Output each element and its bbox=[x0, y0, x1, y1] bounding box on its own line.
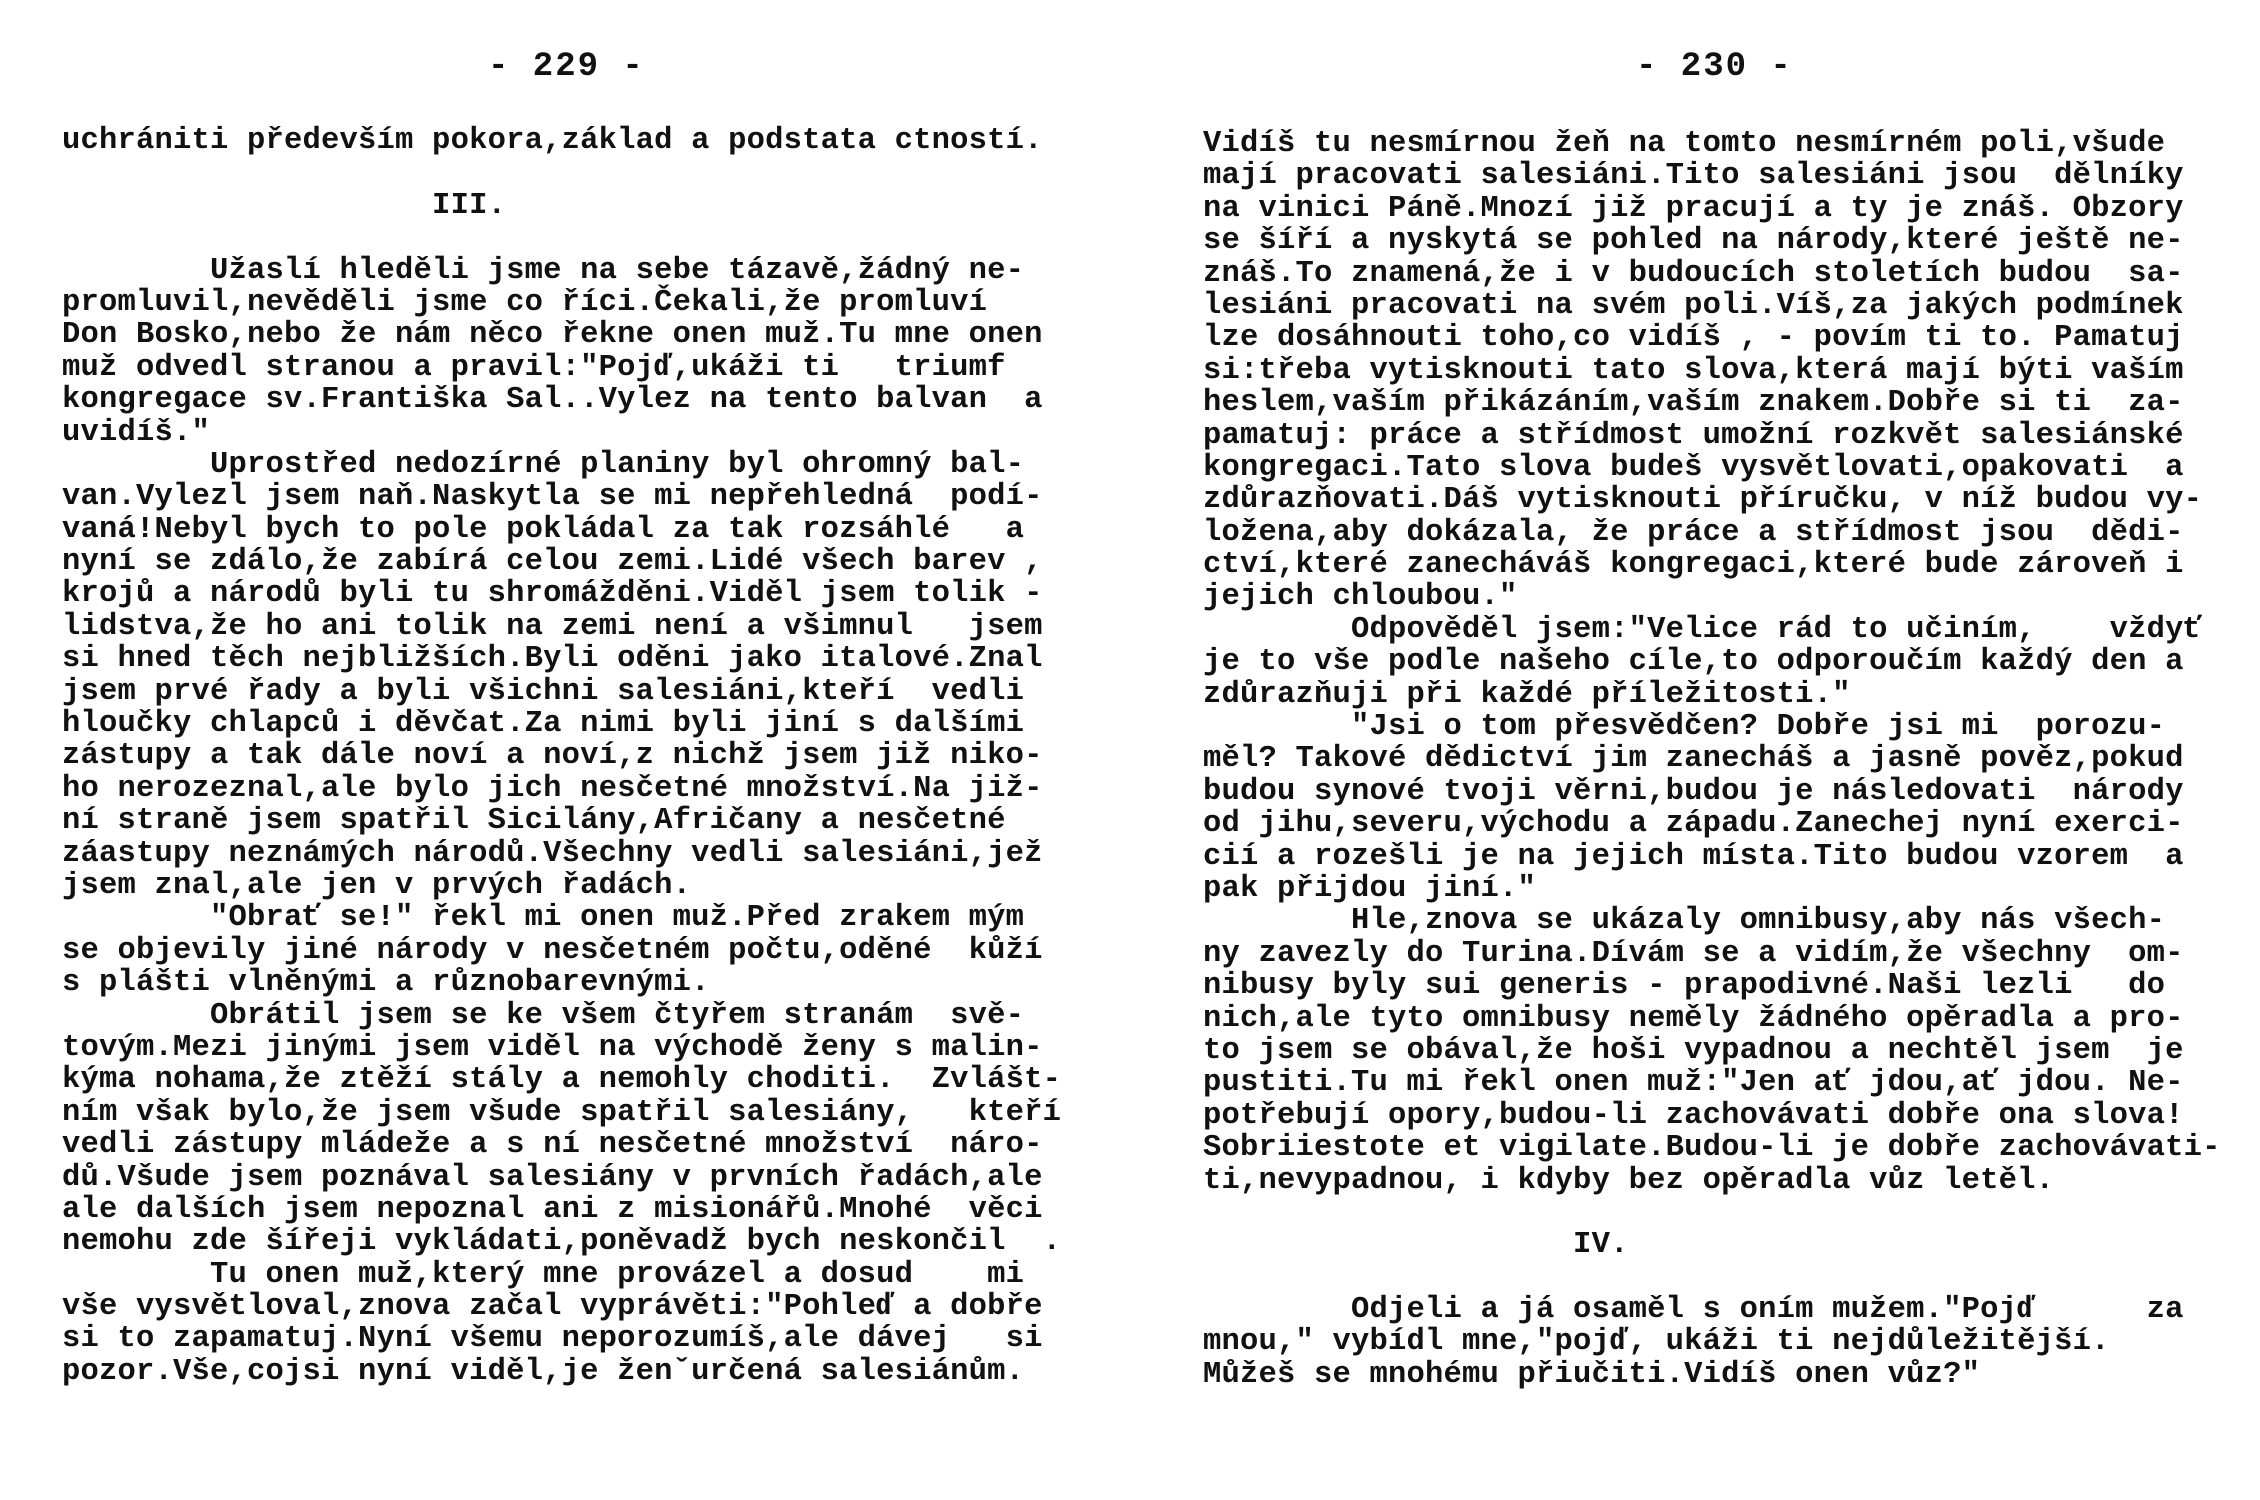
text-line: jsem znal,ale jen v prvých řadách. bbox=[62, 868, 692, 903]
text-line bbox=[1203, 1262, 2233, 1294]
text-line: jejich chloubou." bbox=[1203, 580, 1518, 615]
text-line: jsem prvé řady a byli všichni salesiáni,kteří vedli bbox=[62, 674, 1025, 709]
text-line: kongregaci.Tato slova budeš vysvětlovati,opakovati a bbox=[1203, 450, 2184, 485]
text-line: se objevily jiné národy v nesčetném počtu,oděné kůží bbox=[62, 933, 1043, 968]
text-line: ctví,které zanecháváš kongregaci,které bude zároveň i bbox=[1203, 548, 2184, 583]
right-page-text bbox=[1203, 128, 2233, 1391]
text-line: Hle,znova se ukázaly omnibusy,aby nás všech- bbox=[1203, 904, 2166, 939]
text-line: uvidíš." bbox=[62, 415, 211, 450]
text-line: zdůrazňuji při každé příležitosti." bbox=[1203, 677, 1851, 712]
text-line: Don Bosko,nebo že nám něco řekne onen muž.Tu mne onen bbox=[62, 318, 1043, 353]
text-line: Uprostřed nedozírné planiny byl ohromný bal- bbox=[62, 447, 1025, 482]
text-line: pustiti.Tu mi řekl onen muž:"Jen ať jdou,ať jdou. Ne- bbox=[1203, 1066, 2184, 1101]
text-line: Vidíš tu nesmírnou žeň na tomto nesmírném poli,všude bbox=[1203, 127, 2166, 161]
text-line: krojů a národů byli tu shromážděni.Viděl jsem tolik - bbox=[62, 577, 1043, 612]
text-line: zástupy a tak dále noví a noví,z nichž jsem již niko- bbox=[62, 739, 1043, 774]
text-line: nich,ale tyto omnibusy neměly žádného opěradla a pro- bbox=[1203, 1001, 2184, 1036]
text-line: IV. bbox=[1203, 1228, 1629, 1263]
text-line bbox=[62, 222, 1092, 254]
text-line: zdůrazňovati.Dáš vytisknouti příručku, v níž budou vy- bbox=[1203, 483, 2203, 518]
right-page bbox=[1130, 0, 2260, 1500]
text-line: lidstva,že ho ani tolik na zemi není a všimnul jsem bbox=[62, 609, 1043, 644]
text-line: "Obrať se!" řekl mi onen muž.Před zrakem mým bbox=[62, 901, 1025, 936]
text-line: s plášti vlněnými a různobarevnými. bbox=[62, 966, 710, 1001]
text-line: III. bbox=[62, 188, 507, 223]
text-line: ale dalších jsem nepoznal ani z misionářů.Mnohé věci bbox=[62, 1192, 1043, 1227]
text-line: lze dosáhnouti toho,co vidíš , - povím ti to. Pamatuj bbox=[1203, 321, 2184, 356]
text-line: van.Vylezl jsem naň.Naskytla se mi nepřehledná podí- bbox=[62, 480, 1043, 515]
text-line: potřebují opory,budou-li zachovávati dobře ona slova! bbox=[1203, 1098, 2184, 1133]
text-line: pamatuj: práce a střídmost umožní rozkvět salesiánské bbox=[1203, 418, 2184, 453]
text-line: ním však bylo,že jsem všude spatřil salesiány, kteří bbox=[62, 1095, 1062, 1130]
text-line: Sobriiestote et vigilate.Budou-li je dobře zachovávati- bbox=[1203, 1131, 2221, 1166]
text-line: dů.Všude jsem poznával salesiány v prvních řadách,ale bbox=[62, 1160, 1043, 1195]
text-line: vše vysvětloval,znova začal vyprávěti:"Pohleď a dobře bbox=[62, 1290, 1043, 1325]
text-line: heslem,vaším přikázáním,vaším znakem.Dobře si ti za- bbox=[1203, 386, 2184, 421]
text-line: kongregace sv.Františka Sal..Vylez na tento balvan a bbox=[62, 383, 1043, 418]
text-line: záastupy neznámých národů.Všechny vedli salesiáni,jež bbox=[62, 836, 1043, 871]
text-line: ní straně jsem spatřil Sicilány,Afričany a nesčetné bbox=[62, 804, 1006, 839]
text-line: na vinici Páně.Mnozí již pracují a ty je znáš. Obzory bbox=[1203, 191, 2184, 226]
text-line: ny zavezly do Turina.Dívám se a vidím,že všechny om- bbox=[1203, 936, 2184, 971]
text-line: "Jsi o tom přesvědčen? Dobře jsi mi porozu- bbox=[1203, 710, 2166, 745]
text-line: nyní se zdálo,že zabírá celou zemi.Lidé všech barev , bbox=[62, 545, 1043, 580]
text-line bbox=[62, 157, 1092, 189]
text-line: Můžeš se mnohému přiučiti.Vidíš onen vůz?" bbox=[1203, 1357, 1981, 1392]
text-line: si hned těch nejbližších.Byli oděni jako italové.Znal bbox=[62, 642, 1043, 677]
page-number-left: - 229 - bbox=[488, 48, 645, 86]
text-line: Odpověděl jsem:"Velice rád to učiním, vždyť bbox=[1203, 612, 2203, 647]
text-line: mnou," vybídl mne,"pojď, ukáži ti nejdůležitější. bbox=[1203, 1325, 2110, 1360]
text-line: měl? Takové dědictví jim zanecháš a jasně pověz,pokud bbox=[1203, 742, 2184, 777]
left-page-text bbox=[62, 125, 1092, 1388]
text-line: Užaslí hleděli jsme na sebe tázavě,žádný ne- bbox=[62, 253, 1025, 288]
text-line: vaná!Nebyl bych to pole pokládal za tak rozsáhlé a bbox=[62, 512, 1025, 547]
text-line: ložena,aby dokázala, že práce a střídmost jsou dědi- bbox=[1203, 515, 2184, 550]
text-line: Obrátil jsem se ke všem čtyřem stranám svě- bbox=[62, 998, 1025, 1033]
text-line: kýma nohama,že ztěží stály a nemohly choditi. Zvlášt- bbox=[62, 1063, 1062, 1098]
text-line: nibusy byly sui generis - prapodivné.Naši lezli do bbox=[1203, 969, 2166, 1004]
text-line: od jihu,severu,východu a západu.Zanechej nyní exerci- bbox=[1203, 807, 2184, 842]
text-line: uchrániti především pokora,základ a podstata ctností. bbox=[62, 124, 1043, 158]
text-line: si:třeba vytisknouti tato slova,která mají býti vaším bbox=[1203, 353, 2184, 388]
text-line: pozor.Vše,cojsi nyní viděl,je ženˇurčená salesiánům. bbox=[62, 1354, 1025, 1389]
text-line: vedli zástupy mládeže a s ní nesčetné množství náro- bbox=[62, 1128, 1043, 1163]
text-line: ti,nevypadnou, i kdyby bez opěradla vůz letěl. bbox=[1203, 1163, 2055, 1198]
text-line: lesiáni pracovati na svém poli.Víš,za jakých podmínek bbox=[1203, 288, 2184, 323]
text-line: promluvil,nevěděli jsme co říci.Čekali,že promluví bbox=[62, 285, 988, 320]
text-line: muž odvedl stranou a pravil:"Pojď,ukáži ti triumf bbox=[62, 350, 1006, 385]
text-line: mají pracovati salesiáni.Tito salesiáni jsou dělníky bbox=[1203, 159, 2184, 194]
page-number-right: - 230 - bbox=[1636, 48, 1793, 86]
text-line: se šíří a nyskytá se pohled na národy,které ještě ne- bbox=[1203, 224, 2184, 259]
text-line: je to vše podle našeho cíle,to odporoučím každý den a bbox=[1203, 645, 2184, 680]
text-line bbox=[1203, 1197, 2233, 1229]
text-line: Tu onen muž,který mne provázel a dosud mi bbox=[62, 1257, 1025, 1292]
text-line: si to zapamatuj.Nyní všemu neporozumíš,ale dávej si bbox=[62, 1322, 1043, 1357]
text-line: cií a rozešli je na jejich místa.Tito budou vzorem a bbox=[1203, 839, 2184, 874]
text-line: budou synové tvoji věrni,budou je následovati národy bbox=[1203, 774, 2184, 809]
text-line: nemohu zde šířeji vykládati,poněvadž bych neskončil . bbox=[62, 1225, 1062, 1260]
text-line: pak přijdou jiní." bbox=[1203, 871, 1537, 906]
text-line: to jsem se obával,že hoši vypadnou a nechtěl jsem je bbox=[1203, 1033, 2184, 1068]
text-line: ho nerozeznal,ale bylo jich nesčetné množství.Na již- bbox=[62, 771, 1043, 806]
text-line: tovým.Mezi jinými jsem viděl na východě ženy s malin- bbox=[62, 1030, 1043, 1065]
text-line: Odjeli a já osaměl s oním mužem."Pojď za bbox=[1203, 1293, 2184, 1328]
text-line: hloučky chlapců i děvčat.Za nimi byli jiní s dalšími bbox=[62, 707, 1025, 742]
text-line: znáš.To znamená,že i v budoucích stoletích budou sa- bbox=[1203, 256, 2184, 291]
